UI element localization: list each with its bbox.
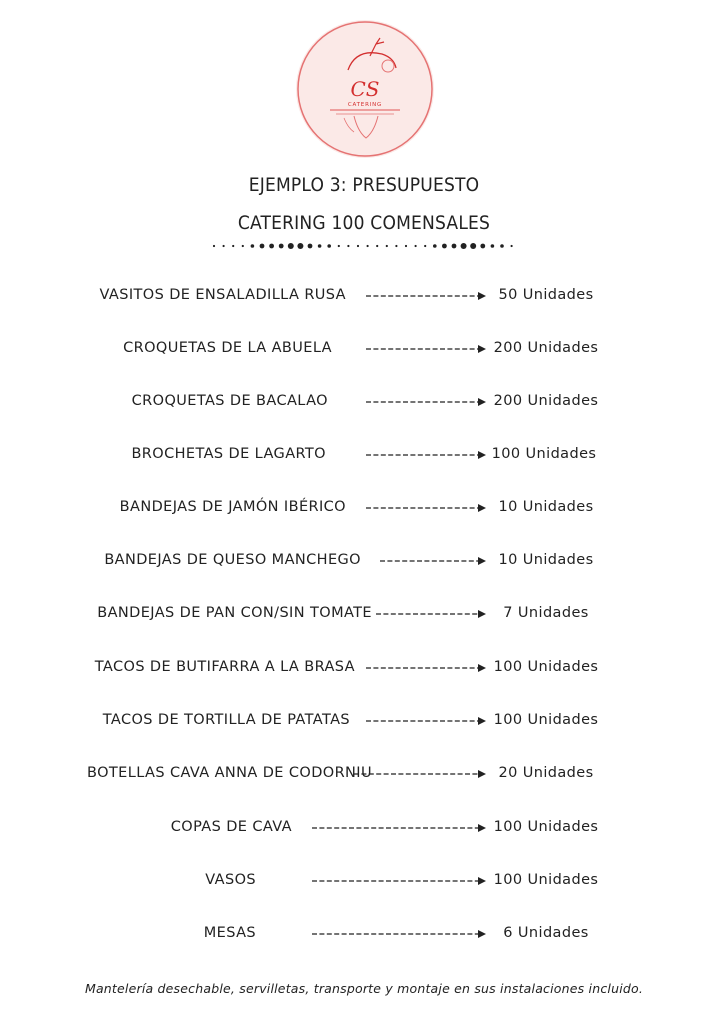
dashed-arrow <box>380 555 486 567</box>
logo-monogram: CS <box>350 77 380 101</box>
item-quantity: 20 Unidades <box>498 765 594 781</box>
divider-dot <box>213 245 215 247</box>
logo-tagline: CATERING <box>347 102 383 108</box>
divider-dot <box>461 243 467 249</box>
dashed-arrow <box>312 822 486 834</box>
item-name: TACOS DE BUTIFARRA A LA BRASA <box>94 659 355 675</box>
item-quantity: 200 Unidades <box>493 393 599 409</box>
item-quantity: 10 Unidades <box>498 499 594 515</box>
divider-dot <box>347 245 349 247</box>
dashed-arrow <box>312 928 486 940</box>
dashed-arrow <box>366 662 486 674</box>
divider-dot <box>357 245 359 247</box>
item-quantity: 100 Unidades <box>493 872 599 888</box>
item-quantity: 100 Unidades <box>491 446 597 462</box>
divider-dot <box>424 245 426 247</box>
item-quantity: 200 Unidades <box>493 340 599 356</box>
divider-dot <box>251 244 255 248</box>
dashed-arrow <box>354 768 486 780</box>
item-name: BANDEJAS DE PAN CON/SIN TOMATE <box>97 605 372 621</box>
divider-dot <box>318 244 322 248</box>
page-title-line2: CATERING 100 COMENSALES <box>237 212 491 234</box>
dashed-arrow <box>366 715 486 727</box>
dashed-arrow <box>366 449 486 461</box>
divider-dot <box>442 244 447 249</box>
catering-logo <box>296 20 434 158</box>
divider-dot <box>327 244 331 248</box>
divider-dot <box>511 245 513 247</box>
item-name: BOTELLAS CAVA ANNA DE CODORNIU <box>87 765 372 781</box>
dashed-arrow <box>376 608 486 620</box>
item-quantity: 100 Unidades <box>493 819 599 835</box>
item-name: VASOS <box>205 872 256 888</box>
divider-dot <box>480 244 485 249</box>
item-name: BANDEJAS DE JAMÓN IBÉRICO <box>119 499 346 515</box>
item-name: CROQUETAS DE LA ABUELA <box>123 340 332 356</box>
divider-dot <box>308 244 313 249</box>
dashed-arrow <box>366 343 486 355</box>
dashed-arrow <box>366 502 486 514</box>
divider-dot <box>452 244 457 249</box>
page-title-line1: EJEMPLO 3: PRESUPUESTO <box>248 174 480 196</box>
item-name: VASITOS DE ENSALADILLA RUSA <box>99 287 346 303</box>
item-quantity: 100 Unidades <box>493 712 599 728</box>
item-name: TACOS DE TORTILLA DE PATATAS <box>102 712 350 728</box>
dashed-arrow <box>366 290 486 302</box>
item-name: MESAS <box>203 925 256 941</box>
divider-dot <box>500 244 504 248</box>
divider-dot <box>415 245 417 247</box>
item-name: COPAS DE CAVA <box>170 819 292 835</box>
item-name: BANDEJAS DE QUESO MANCHEGO <box>104 552 361 568</box>
item-quantity: 100 Unidades <box>493 659 599 675</box>
divider-dot <box>288 243 294 249</box>
divider-dot <box>386 245 388 247</box>
divider-dot <box>470 243 476 249</box>
divider-dot <box>376 245 378 247</box>
divider-dot <box>405 245 407 247</box>
dashed-arrow <box>312 875 486 887</box>
dashed-arrow <box>366 396 486 408</box>
item-quantity: 10 Unidades <box>498 552 594 568</box>
divider-dot <box>279 244 284 249</box>
item-name: CROQUETAS DE BACALAO <box>131 393 328 409</box>
dot-divider <box>210 240 520 252</box>
divider-dot <box>433 244 437 248</box>
logo-graphic <box>296 20 434 158</box>
divider-dot <box>338 245 340 247</box>
divider-dot <box>395 245 397 247</box>
divider-dot <box>232 245 234 247</box>
item-quantity: 7 Unidades <box>503 605 589 621</box>
item-name: BROCHETAS DE LAGARTO <box>131 446 326 462</box>
footer-note: Mantelería desechable, servilletas, transporte y montaje en sus instalaciones incluido. <box>84 981 644 996</box>
divider-dot <box>269 244 274 249</box>
divider-dot <box>242 245 244 247</box>
divider-dot <box>260 244 265 249</box>
divider-dot <box>297 243 303 249</box>
item-quantity: 50 Unidades <box>498 287 594 303</box>
divider-dot <box>223 245 225 247</box>
divider-dot <box>491 244 495 248</box>
divider-dot <box>367 245 369 247</box>
item-quantity: 6 Unidades <box>503 925 589 941</box>
